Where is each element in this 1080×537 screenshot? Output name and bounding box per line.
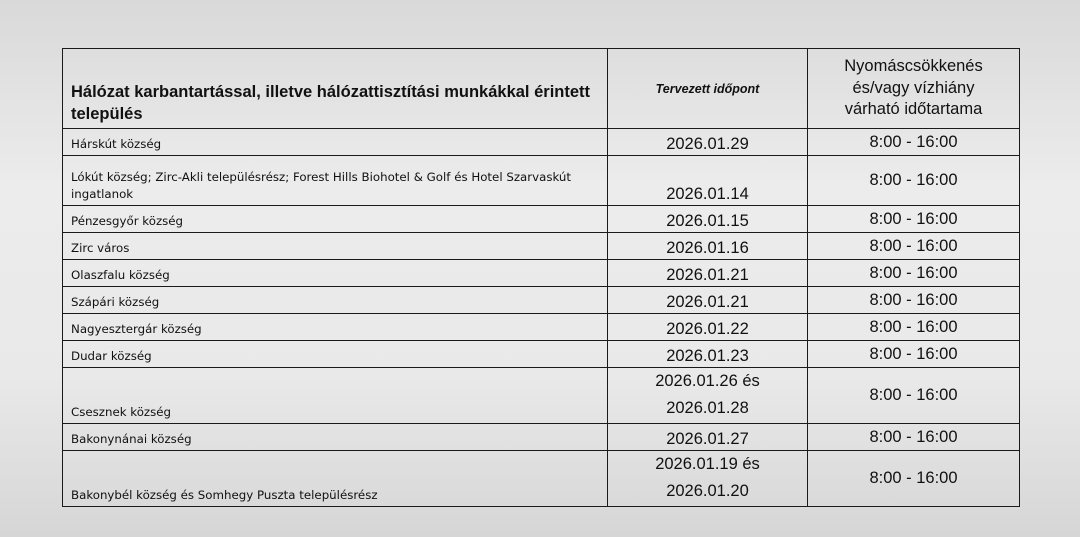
table-row (63, 341, 1020, 368)
date-cell: 2026.01.23 (608, 341, 808, 368)
date-cell: 2026.01.27 (608, 424, 808, 451)
duration-cell: 8:00 - 16:00 (808, 451, 1020, 507)
settlement-cell: Olaszfalu község (63, 260, 608, 287)
date-cell: 2026.01.22 (608, 314, 808, 341)
duration-cell: 8:00 - 16:00 (808, 233, 1020, 260)
date-cell: 2026.01.16 (608, 233, 808, 260)
duration-cell: 8:00 - 16:00 (808, 341, 1020, 368)
duration-cell: 8:00 - 16:00 (808, 156, 1020, 206)
date-line: 2026.01.28 (666, 399, 749, 417)
schedule-table-container (62, 48, 1019, 507)
settlement-cell: Hárskút község (63, 129, 608, 156)
duration-cell: 8:00 - 16:00 (808, 314, 1020, 341)
settlement-cell: Nagyesztergár község (63, 314, 608, 341)
date-cell: 2026.01.29 (608, 129, 808, 156)
duration-cell: 8:00 - 16:00 (808, 206, 1020, 233)
table-header-row (63, 49, 1020, 129)
table-row (63, 233, 1020, 260)
date-cell: 2026.01.21 (608, 260, 808, 287)
table-row (63, 424, 1020, 451)
settlement-cell: Lókút község; Zirc-Akli településrész; Forest Hills Biohotel & Golf és Hotel Szarvaskút ingatlanok (63, 156, 608, 206)
duration-cell: 8:00 - 16:00 (808, 424, 1020, 451)
table-row (63, 287, 1020, 314)
header-duration-line1: Nyomáscsökkenés (844, 57, 983, 76)
date-cell: 2026.01.21 (608, 287, 808, 314)
header-duration (808, 49, 1020, 129)
date-line: 2026.01.26 és (655, 372, 760, 390)
table-row (63, 260, 1020, 287)
settlement-cell: Dudar község (63, 341, 608, 368)
duration-cell: 8:00 - 16:00 (808, 287, 1020, 314)
header-settlement: Hálózat karbantartással, illetve hálózattisztítási munkákkal érintett település (63, 49, 608, 129)
settlement-cell: Csesznek község (63, 368, 608, 424)
date-cell (608, 451, 808, 507)
table-row (63, 206, 1020, 233)
date-line: 2026.01.19 és (655, 455, 760, 473)
duration-cell: 8:00 - 16:00 (808, 368, 1020, 424)
settlement-cell: Zirc város (63, 233, 608, 260)
header-duration-line3: várható időtartama (844, 100, 983, 119)
settlement-cell: Bakonybél község és Somhegy Puszta településrész (63, 451, 608, 507)
settlement-cell: Bakonynánai község (63, 424, 608, 451)
settlement-cell: Szápári község (63, 287, 608, 314)
duration-cell: 8:00 - 16:00 (808, 260, 1020, 287)
header-planned-date: Tervezett időpont (608, 49, 808, 129)
date-cell: 2026.01.14 (608, 156, 808, 206)
date-cell: 2026.01.15 (608, 206, 808, 233)
table-row (63, 451, 1020, 507)
table-row (63, 129, 1020, 156)
table-row (63, 156, 1020, 206)
duration-cell: 8:00 - 16:00 (808, 129, 1020, 156)
date-line: 2026.01.20 (666, 482, 749, 500)
settlement-cell: Pénzesgyőr község (63, 206, 608, 233)
table-row (63, 314, 1020, 341)
header-duration-line2: és/vagy vízhiány (852, 78, 975, 97)
maintenance-schedule-table (62, 48, 1020, 507)
date-cell (608, 368, 808, 424)
table-row (63, 368, 1020, 424)
